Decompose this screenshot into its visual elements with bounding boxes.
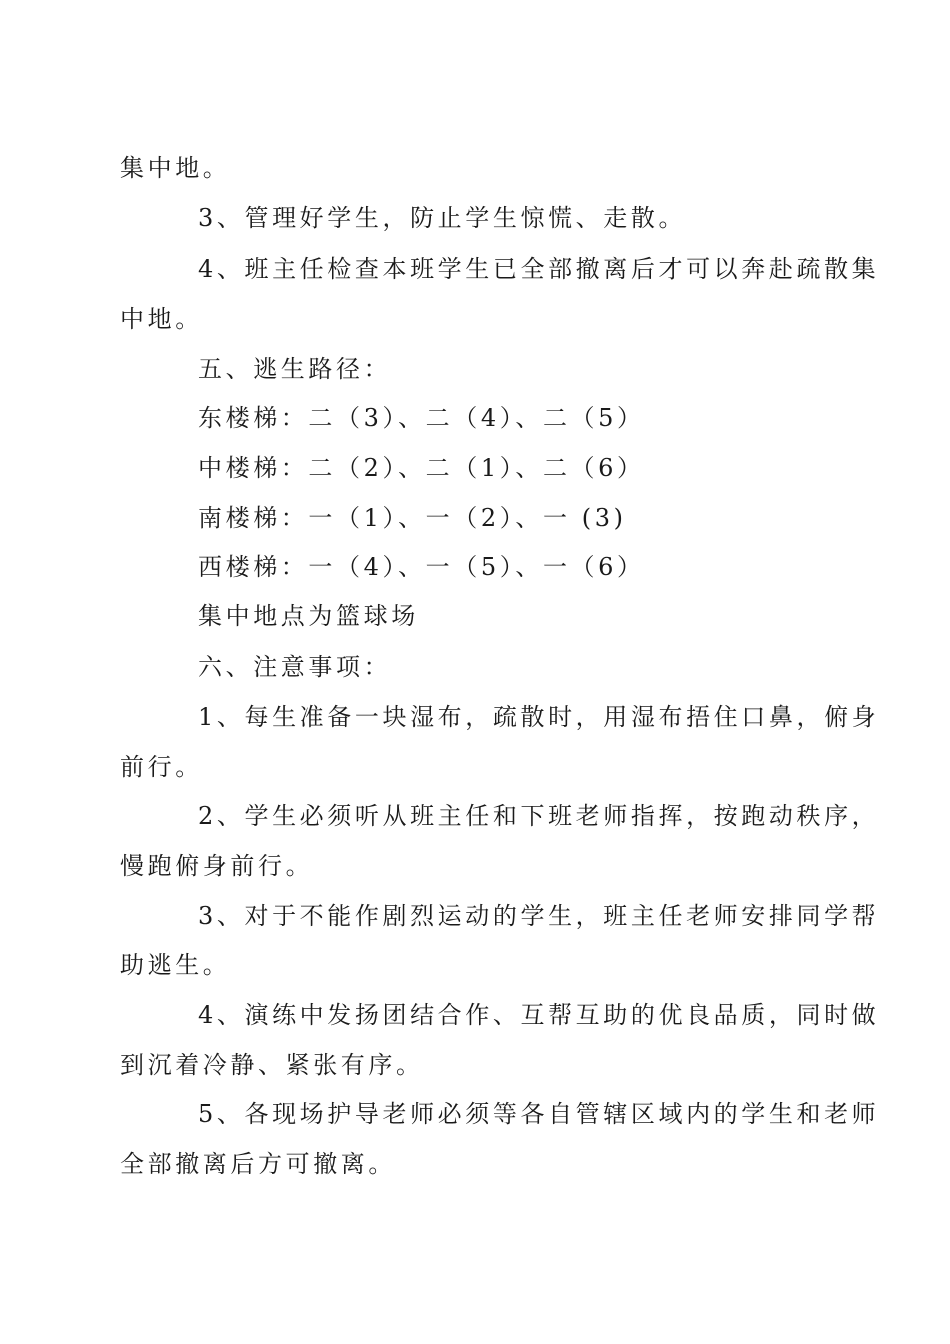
text-line: 助逃生。	[120, 951, 231, 979]
text-line: 前行。	[120, 753, 203, 781]
text-line: 4、班主任检查本班学生已全部撤离后才可以奔赴疏散集	[198, 255, 880, 283]
text-line: 慢跑俯身前行。	[120, 852, 314, 880]
text-line: 西楼梯：一（4）、一（5）、一（6）	[198, 553, 645, 581]
text-line: 4、演练中发扬团结合作、互帮互助的优良品质，同时做	[198, 1001, 880, 1029]
text-line: 集中地点为篮球场	[198, 602, 419, 630]
text-line: 集中地。	[120, 154, 231, 182]
text-line: 中地。	[120, 305, 203, 333]
text-line: 中楼梯：二（2）、二（1）、二（6）	[198, 454, 645, 482]
text-line: 3、对于不能作剧烈运动的学生，班主任老师安排同学帮	[198, 902, 880, 930]
text-line: 3、管理好学生，防止学生惊慌、走散。	[198, 204, 687, 232]
text-line: 2、学生必须听从班主任和下班老师指挥，按跑动秩序，	[198, 802, 880, 830]
text-line: 南楼梯：一（1）、一（2）、一 (3)	[198, 504, 627, 532]
text-line: 全部撤离后方可撤离。	[120, 1150, 396, 1178]
text-line: 到沉着冷静、紧张有序。	[120, 1051, 424, 1079]
text-line: 5、各现场护导老师必须等各自管辖区域内的学生和老师	[198, 1100, 880, 1128]
section-heading: 五、逃生路径：	[198, 355, 392, 383]
text-line: 1、每生准备一块湿布，疏散时，用湿布捂住口鼻，俯身	[198, 703, 880, 731]
text-line: 东楼梯：二（3）、二（4）、二（5）	[198, 404, 645, 432]
section-heading: 六、注意事项：	[198, 653, 392, 681]
